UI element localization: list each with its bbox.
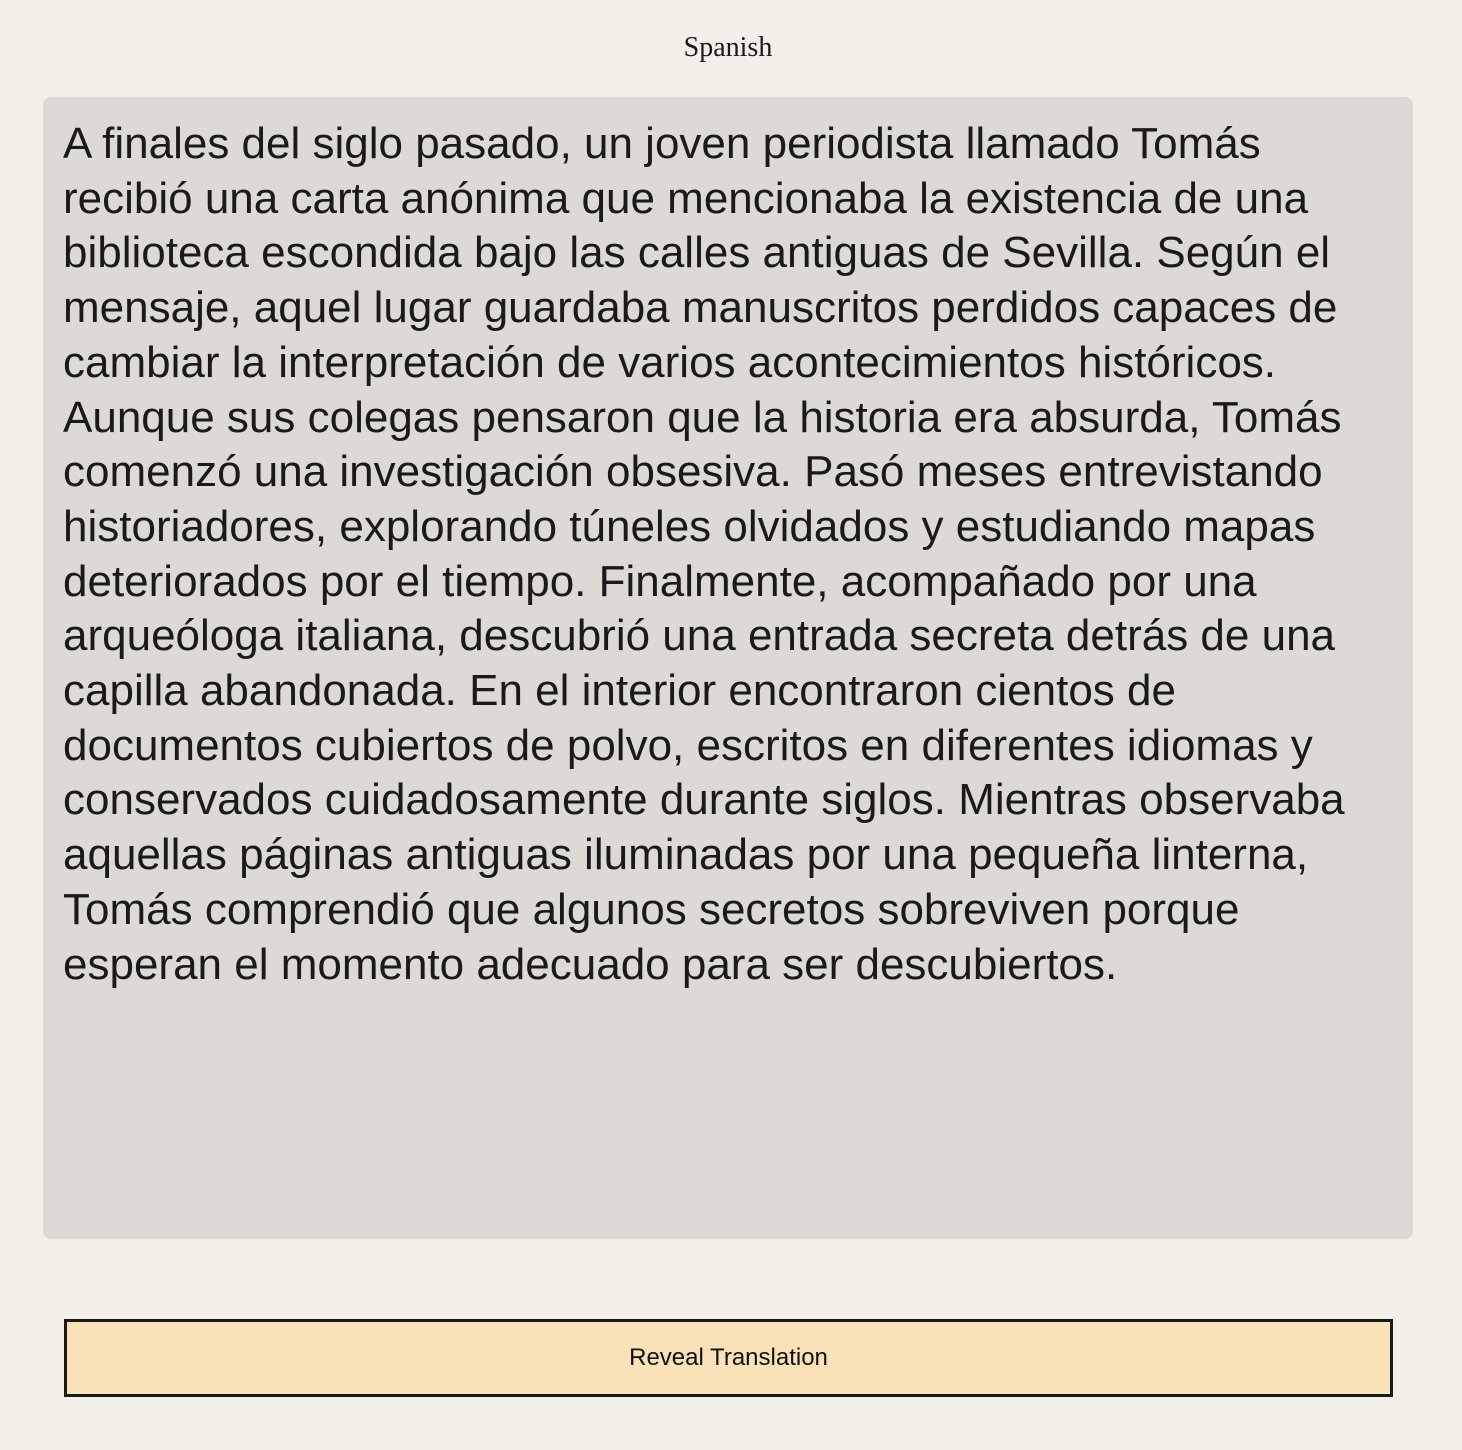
language-label: Spanish [683, 32, 773, 63]
passage-panel [43, 97, 1413, 1239]
passage-text: A finales del siglo pasado, un joven periodista llamado Tomás recibió una carta anónima que mencionaba la existencia de una biblioteca escondida bajo las calles antiguas de Sevilla. Según el mensaje, aquel lugar guardaba manuscritos perdidos capaces de cambiar la interpretación de varios acontecimientos históricos. Aunque sus colegas pensaron que la historia era absurda, Tomás comenzó una investigación obsesiva. Pasó meses entrevistando historiadores, explorando túneles olvidados y estudiando mapas deteriorados por el tiempo. Finalmente, acompañado por una arqueóloga italiana, descubrió una entrada secreta detrás de una capilla abandonada. En el interior encontraron cientos de documentos cubiertos de polvo, escritos en diferentes idiomas y conservados cuidadosamente durante siglos. Mientras observaba aquellas páginas antiguas iluminadas por una pequeña linterna, Tomás comprendió que algunos secretos sobreviven porque esperan el momento adecuado para ser descubiertos. [63, 119, 1345, 989]
reveal-translation-button[interactable]: Reveal Translation [64, 1319, 1393, 1397]
